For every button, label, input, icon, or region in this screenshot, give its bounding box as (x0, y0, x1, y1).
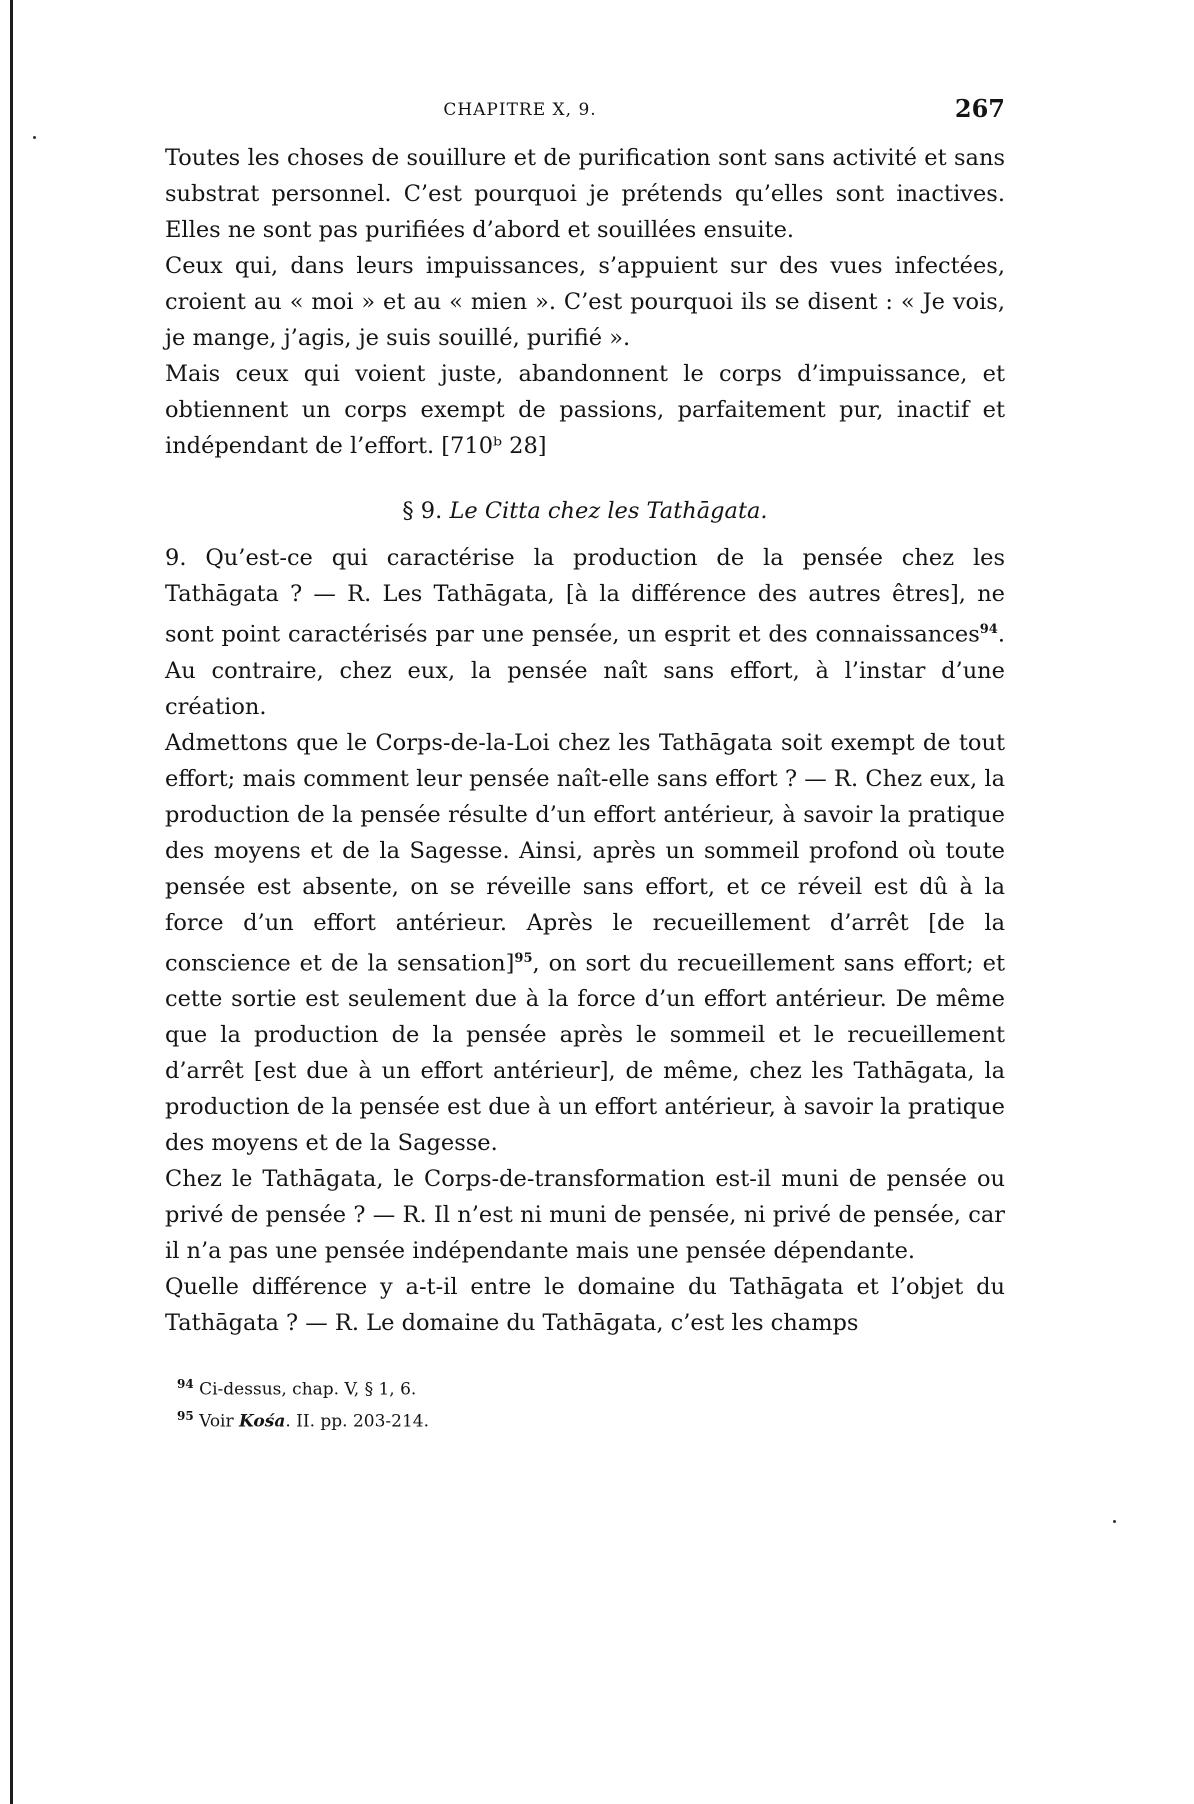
book-page (165, 80, 1005, 1434)
paragraph: Chez le Tathāgata, le Corps-de-transformation est-il muni de pensée ou privé de pensée ? — R. Il n’est ni muni de pensée, ni privé de pensée, car il n’a pas une pensée indépendante mais une pensée dépendante. (165, 1166, 1005, 1264)
footnote-marker: 94 (177, 1377, 194, 1391)
paragraph-text: . Au contraire, chez eux, la pensée naît sans effort, à l’instar d’une création. (165, 621, 1005, 720)
paragraph (165, 725, 1005, 1162)
paragraph (165, 540, 1005, 725)
page-number: 267 (954, 94, 1005, 123)
page-edge-line (10, 0, 13, 1804)
footnotes (165, 1371, 1005, 1434)
running-head: CHAPITRE X, 9. (443, 100, 597, 120)
footnote-reference[interactable]: 95 (514, 950, 533, 966)
section-label: § 9. (402, 498, 443, 524)
paragraph-text: , on sort du recueillement sans effort; et cette sortie est seulement due à la force d’un effort antérieur. De même que la production de la pensée après le sommeil et le recueillement d’arrêt [est due à un effort antérieur], de même, chez les Tathāgata, la production de la pensée est due à un effort antérieur, à savoir la pratique des moyens et de la Sagesse. (165, 950, 1005, 1156)
paragraph-text: 9. Qu’est-ce qui caractérise la production de la pensée chez les Tathāgata ? — R. Les Tathāgata, [à la différence des autres êtres], ne sont point caractérisés par une pensée, un esprit et des connaissances (165, 545, 1005, 648)
page-header (165, 80, 1005, 122)
paragraph: Toutes les choses de souillure et de purification sont sans activité et sans substrat personnel. C’est pourquoi je prétends qu’elles sont inactives. Elles ne sont pas purifiées d’abord et souillées ensuite. (165, 145, 1005, 243)
footnote-reference[interactable]: 94 (979, 622, 998, 637)
footnote-marker: 95 (177, 1408, 194, 1423)
footnote-suffix: . II. pp. 203-214. (285, 1411, 430, 1432)
paragraph-text: Admettons que le Corps-de-la-Loi chez les Tathāgata soit exempt de tout effort; mais comment leur pensée naît-elle sans effort ? — R. Chez eux, la production de la pensée résulte d’un effort antérieur, à savoir la pratique des moyens et de la Sagesse. Ainsi, après un sommeil profond où toute pensée est absente, on se réveille sans effort, et ce réveil est dû à la force d’un effort antérieur. Après le recueillement d’arrêt [de la conscience et de la sensation] (165, 729, 1005, 976)
footnote (177, 1403, 1005, 1435)
footnote (177, 1371, 1005, 1403)
paragraph: Quelle différence y a-t-il entre le domaine du Tathāgata et l’objet du Tathāgata ? — R. Le domaine du Tathāgata, c’est les champs (165, 1274, 1005, 1336)
footnote-text: Ci-dessus, chap. V, § 1, 6. (199, 1379, 417, 1400)
speck (33, 136, 36, 139)
body-text (165, 140, 1005, 1341)
footnote-prefix: Voir (199, 1411, 240, 1432)
speck (1113, 1520, 1116, 1523)
paragraph: Ceux qui, dans leurs impuissances, s’appuient sur des vues infectées, croient au « moi » et au « mien ». C’est pourquoi ils se disent : « Je vois, je mange, j’agis, je suis souillé, purifié ». (165, 253, 1005, 351)
footnote-work-title: Kośa (239, 1411, 286, 1432)
section-title: Le Citta chez les Tathāgata. (449, 498, 768, 524)
section-heading (165, 498, 1005, 524)
paragraph: Mais ceux qui voient juste, abandonnent le corps d’impuissance, et obtiennent un corps exempt de passions, parfaitement pur, inactif et indépendant de l’effort. [710ᵇ 28] (165, 361, 1005, 459)
